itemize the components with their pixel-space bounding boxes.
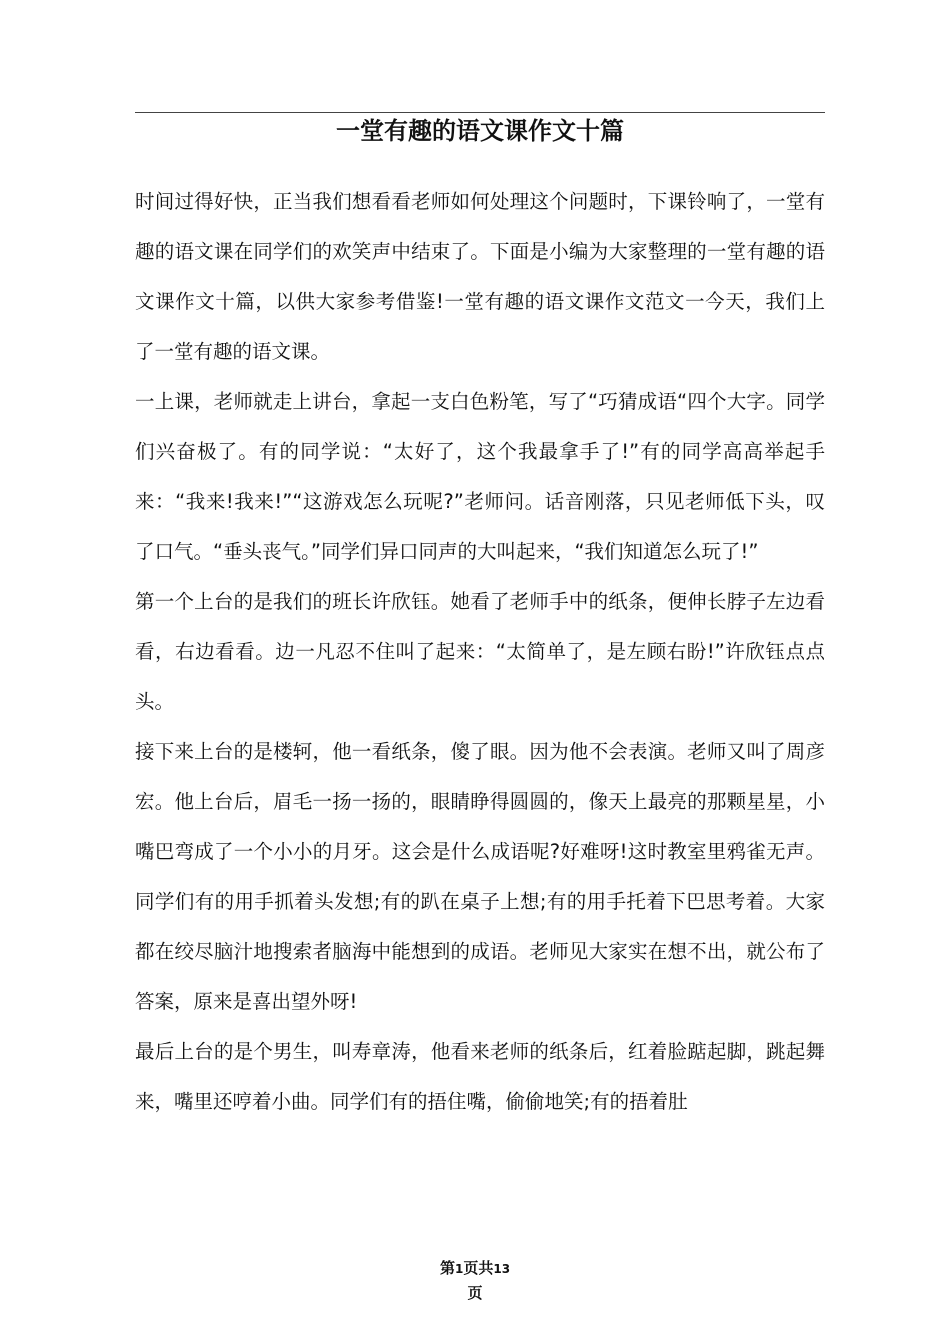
page-indicator (0, 1256, 950, 1281)
header-rule (135, 112, 825, 113)
paragraph: 最后上台的是个男生，叫寿章涛，他看来老师的纸条后，红着脸踮起脚，跳起舞来，嘴里还哼着小曲。同学们有的捂住嘴，偷偷地笑;有的捂着肚 (135, 1040, 825, 1113)
page-number: 1 (454, 1262, 464, 1276)
document-title: 一堂有趣的语文课作文十篇 (336, 117, 624, 145)
page-total: 13 (493, 1262, 511, 1276)
paragraph: 第一个上台的是我们的班长许欣钰。她看了老师手中的纸条，便伸长脖子左边看看，右边看看。边一凡忍不住叫了起来：“太简单了，是左顾右盼!”许欣钰点点头。 (135, 590, 825, 713)
footer-suffix: 页 (467, 1284, 483, 1302)
paragraph: 接下来上台的是楼轲，他一看纸条，傻了眼。因为他不会表演。老师又叫了周彦宏。他上台后，眉毛一扬一扬的，眼睛睁得圆圆的，像天上最亮的那颗星星，小嘴巴弯成了一个小小的月牙。这会是什么成语呢?好难呀!这时教室里鸦雀无声。同学们有的用手抓着头发想;有的趴在桌子上想;有的用手托着下巴思考着。大家都在绞尽脑汁地搜索者脑海中能想到的成语。老师见大家实在想不出，就公布了答案，原来是喜出望外呀! (135, 740, 825, 1013)
document-body (135, 177, 825, 1127)
paragraph: 一上课，老师就走上讲台，拿起一支白色粉笔，写了“巧猜成语“四个大字。同学们兴奋极了。有的同学说：“太好了，这个我最拿手了!”有的同学高高举起手来：“我来!我来!”“这游戏怎么玩呢?”老师问。话音刚落，只见老师低下头，叹了口气。“垂头丧气。”同学们异口同声的大叫起来，“我们知道怎么玩了!” (135, 390, 825, 563)
page-footer (0, 1256, 950, 1305)
footer-prefix: 第 (439, 1259, 455, 1277)
paragraph: 时间过得好快，正当我们想看看老师如何处理这个问题时，下课铃响了，一堂有趣的语文课在同学们的欢笑声中结束了。下面是小编为大家整理的一堂有趣的语文课作文十篇，以供大家参考借鉴!一堂有趣的语文课作文范文一今天，我们上了一堂有趣的语文课。 (135, 190, 825, 363)
footer-middle: 页共 (463, 1259, 494, 1277)
